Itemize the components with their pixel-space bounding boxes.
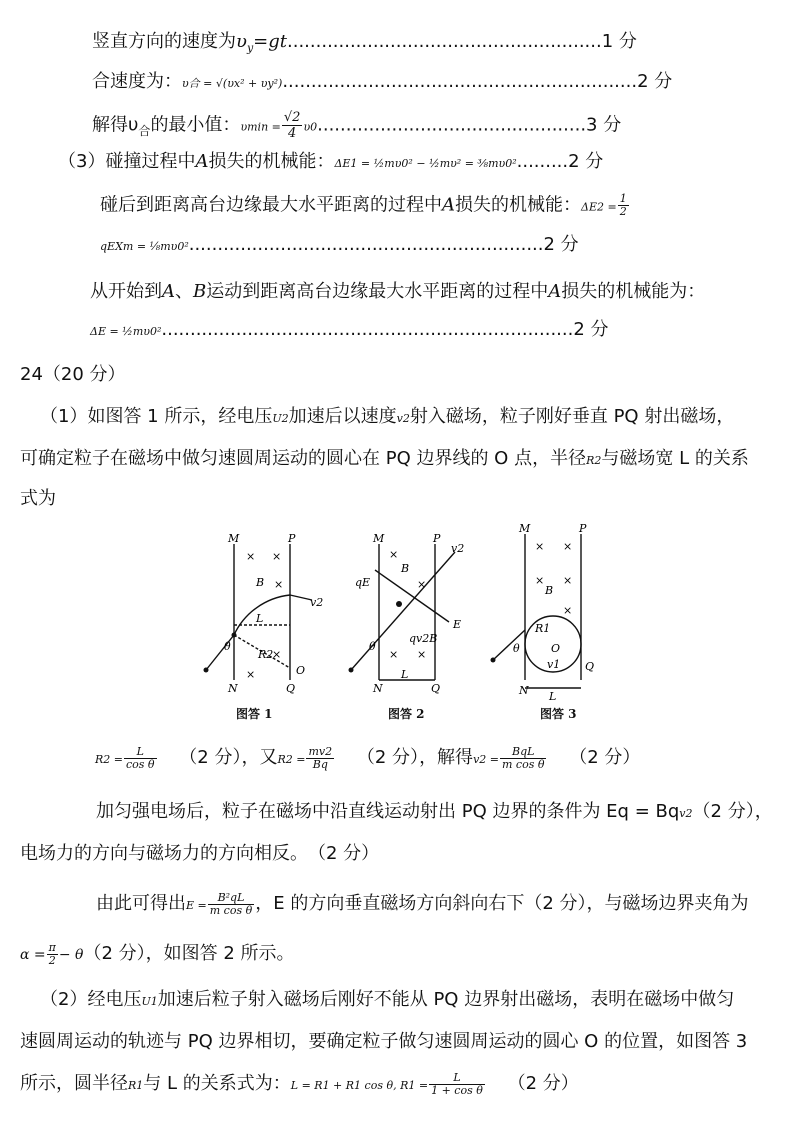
cross: × <box>563 540 573 553</box>
text: 由此可得出 <box>96 893 186 914</box>
para-force-direction: 电场力的方向与磁场力的方向相反。 （2 分） <box>20 843 380 864</box>
line-min-value <box>92 110 621 143</box>
label-r1: R1 <box>535 622 551 635</box>
label-theta: θ <box>369 640 376 653</box>
para-2-line-3 <box>20 1068 579 1102</box>
label-v1: v1 <box>547 658 561 671</box>
cross: × <box>246 668 256 681</box>
text: 解得υ <box>92 114 139 136</box>
num: L <box>124 746 157 759</box>
text: （3）碰撞过程中 <box>58 151 196 172</box>
label-q: Q <box>431 682 441 695</box>
cross: × <box>272 648 282 661</box>
para-alpha <box>20 938 295 971</box>
score: 2 分 <box>543 234 579 255</box>
para-1-line-2 <box>20 447 749 473</box>
label-o: O <box>296 664 306 677</box>
label-b: B <box>401 562 410 575</box>
num: √2 <box>283 110 301 125</box>
var-a: A <box>195 151 209 172</box>
eq: ΔE2 = <box>581 200 617 214</box>
den: m cos θ <box>502 757 545 771</box>
dots: ............................................... <box>317 114 587 136</box>
eq: v2 = <box>473 753 499 766</box>
label-theta: θ <box>513 642 520 655</box>
score: 2 分 <box>568 151 604 172</box>
cross: × <box>274 578 284 591</box>
text: 竖直方向的速度为 <box>92 31 236 52</box>
cross: × <box>417 648 427 661</box>
den: 2 <box>48 953 56 967</box>
eq: v2 <box>396 412 410 425</box>
text: 的最小值： <box>150 114 241 136</box>
label-m: M <box>228 532 240 545</box>
score: （2 分） <box>179 747 242 768</box>
eq-sub: y <box>246 41 254 55</box>
num: BqL <box>500 746 546 759</box>
text: 所示，圆半径 <box>20 1073 128 1094</box>
score: （2 分） <box>569 747 641 768</box>
label-p: P <box>288 532 296 545</box>
dots: .............................................................. <box>282 71 638 92</box>
num: B²qL <box>208 892 254 905</box>
eq: E = <box>186 899 207 912</box>
label-o: O <box>551 642 561 655</box>
text: 加速后以速度 <box>288 406 397 427</box>
score: 1 分 <box>601 31 637 52</box>
score: 2 分 <box>573 319 609 340</box>
dots: ....................................................... <box>287 31 602 52</box>
cross: × <box>246 550 256 563</box>
text: 从开始到 <box>90 281 162 302</box>
cross: × <box>535 574 545 587</box>
eq: υ0 <box>303 120 318 134</box>
eq: ΔE1 = ½mυ0² − ½mυ² = ⅜mυ0² <box>334 157 517 170</box>
text: 射入磁场，粒子刚好垂直 PQ 射出磁场， <box>409 406 735 427</box>
para-electric-field <box>96 800 773 826</box>
line-qex <box>100 233 579 259</box>
eq: ΔE = ½mυ0² <box>90 325 162 338</box>
line-delta-e <box>90 318 609 344</box>
eq: R2 = <box>95 753 123 766</box>
eq: α = <box>20 947 46 963</box>
text: 损失的机械能： <box>455 194 581 216</box>
num: 1 <box>619 192 627 205</box>
cross: × <box>563 574 573 587</box>
label-l: L <box>549 690 557 703</box>
label-q: Q <box>585 660 595 673</box>
label-m: M <box>373 532 385 545</box>
fraction <box>429 1072 485 1097</box>
label-p: P <box>433 532 441 545</box>
label-r2: R2 <box>258 648 274 661</box>
score: （2 分） <box>507 1073 579 1094</box>
text: 加速后粒子射入磁场后刚好不能从 PQ 边界射出磁场，表明在磁场中做匀 <box>157 989 735 1010</box>
eq: υmin = <box>240 120 281 134</box>
question-24-heading: 24（20 分） <box>20 364 126 385</box>
text: 可确定粒子在磁场中做匀速圆周运动的圆心在 PQ 边界线的 O 点，半径 <box>20 448 587 469</box>
text: 运动到距离高台边缘最大水平距离的过程中 <box>206 281 549 302</box>
label-p: P <box>579 522 587 535</box>
eq: υ <box>236 31 247 52</box>
text: ，又 <box>241 747 278 768</box>
para-2-line-1 <box>40 988 734 1014</box>
cross: × <box>535 540 545 553</box>
figure-1 <box>200 530 350 710</box>
para-1-line-1 <box>40 405 734 431</box>
dots: ......... <box>516 151 569 172</box>
text: 损失的机械能： <box>208 151 335 172</box>
para-1-line-3: 式为 <box>20 488 56 509</box>
label-e: E <box>453 618 462 631</box>
label-n: N <box>228 682 238 695</box>
line-collision-energy <box>58 150 603 176</box>
eq: υ合 = √(υx² + υy²) <box>182 77 283 90</box>
text: ，E 的方向垂直磁场方向斜向右下（2 分），与磁场边界夹角为 <box>255 893 749 914</box>
fraction <box>282 110 303 141</box>
score: （2 分） <box>356 747 420 768</box>
eq: R1 <box>128 1079 144 1092</box>
caption-figure-2: 图答 2 <box>388 707 425 721</box>
eq: v2 <box>679 807 693 820</box>
figure-2 <box>345 530 475 710</box>
formula-row-1 <box>95 742 640 776</box>
label-n: N <box>519 684 529 697</box>
label-m: M <box>519 522 531 535</box>
text: 与 L 的关系式为： <box>143 1073 291 1094</box>
eq2: =gt <box>253 31 288 52</box>
line-total-loss <box>90 280 705 304</box>
fraction <box>208 892 254 917</box>
label-qv2b: qv2B <box>409 632 438 645</box>
den: cos θ <box>126 757 155 771</box>
dots: .............................................................. <box>188 234 544 255</box>
eq: R2 <box>586 454 602 467</box>
fraction <box>47 942 58 967</box>
label-qe: qE <box>355 576 371 589</box>
cross: × <box>389 548 399 561</box>
dots: ........................................................................ <box>161 319 574 340</box>
caption-figure-1: 图答 1 <box>236 707 273 721</box>
figure-3 <box>485 520 615 710</box>
fraction <box>306 746 334 771</box>
eq: R2 = <box>277 753 306 766</box>
den: Bq <box>312 757 328 771</box>
score: 2 分 <box>637 71 673 92</box>
para-2-line-2: 速圆周运动的轨迹与 PQ 边界相切，要确定粒子做匀速圆周运动的圆心 O 的位置，如图答 3 <box>20 1031 748 1052</box>
text: ，解得 <box>419 747 474 768</box>
text: （2 分）， <box>692 801 773 822</box>
den: m cos θ <box>209 903 253 917</box>
eq: − θ <box>58 947 84 963</box>
num: π <box>48 940 56 954</box>
text: 损失的机械能为： <box>561 281 706 302</box>
cross: × <box>389 648 399 661</box>
eq: U1 <box>141 995 158 1008</box>
den: 2 <box>619 205 627 218</box>
cross: × <box>272 550 282 563</box>
eq: qEXm = ⅛mυ0² <box>100 240 189 253</box>
label-q: Q <box>286 682 296 695</box>
caption-figure-3: 图答 3 <box>540 707 577 721</box>
label-theta: θ <box>224 640 231 653</box>
var-a: A <box>162 281 175 302</box>
text: （1）如图答 1 所示，经电压 <box>40 406 273 427</box>
eq: U2 <box>272 412 289 425</box>
var-a: A <box>442 194 455 216</box>
label-l: L <box>256 612 264 625</box>
sub: 合 <box>138 124 151 139</box>
label-v2: v2 <box>310 596 324 609</box>
para-e-result <box>96 888 749 922</box>
num: mv2 <box>308 744 333 758</box>
line-after-collision <box>100 193 630 220</box>
fraction <box>124 746 157 771</box>
fraction <box>618 193 629 218</box>
text: 与磁场宽 L 的关系 <box>601 448 749 469</box>
label-v2: v2 <box>451 542 465 555</box>
score: 3 分 <box>586 114 622 136</box>
fraction <box>500 746 546 771</box>
text: （2）经电压 <box>40 989 142 1010</box>
label-n: N <box>373 682 383 695</box>
eq: L = R1 + R1 cos θ, R1 = <box>290 1079 429 1092</box>
var-b: B <box>193 281 207 302</box>
var-a: A <box>548 281 562 302</box>
label-b: B <box>256 576 265 589</box>
line-resultant-velocity <box>92 70 672 96</box>
text: 合速度为： <box>92 71 182 92</box>
num: L <box>429 1072 485 1085</box>
text: 加匀强电场后，粒子在磁场中沿直线运动射出 PQ 边界的条件为 Eq = Bq <box>96 801 680 822</box>
text: （2 分），如图答 2 所示。 <box>83 943 295 964</box>
cross: × <box>563 604 573 617</box>
cross: × <box>417 578 427 591</box>
label-l: L <box>401 668 409 681</box>
den: 1 + cos θ <box>431 1083 483 1097</box>
text: 碰后到距离高台边缘最大水平距离的过程中 <box>100 194 442 216</box>
den: 4 <box>288 126 297 141</box>
sep: 、 <box>175 281 193 302</box>
line-vertical-velocity <box>92 30 637 61</box>
label-b: B <box>545 584 554 597</box>
